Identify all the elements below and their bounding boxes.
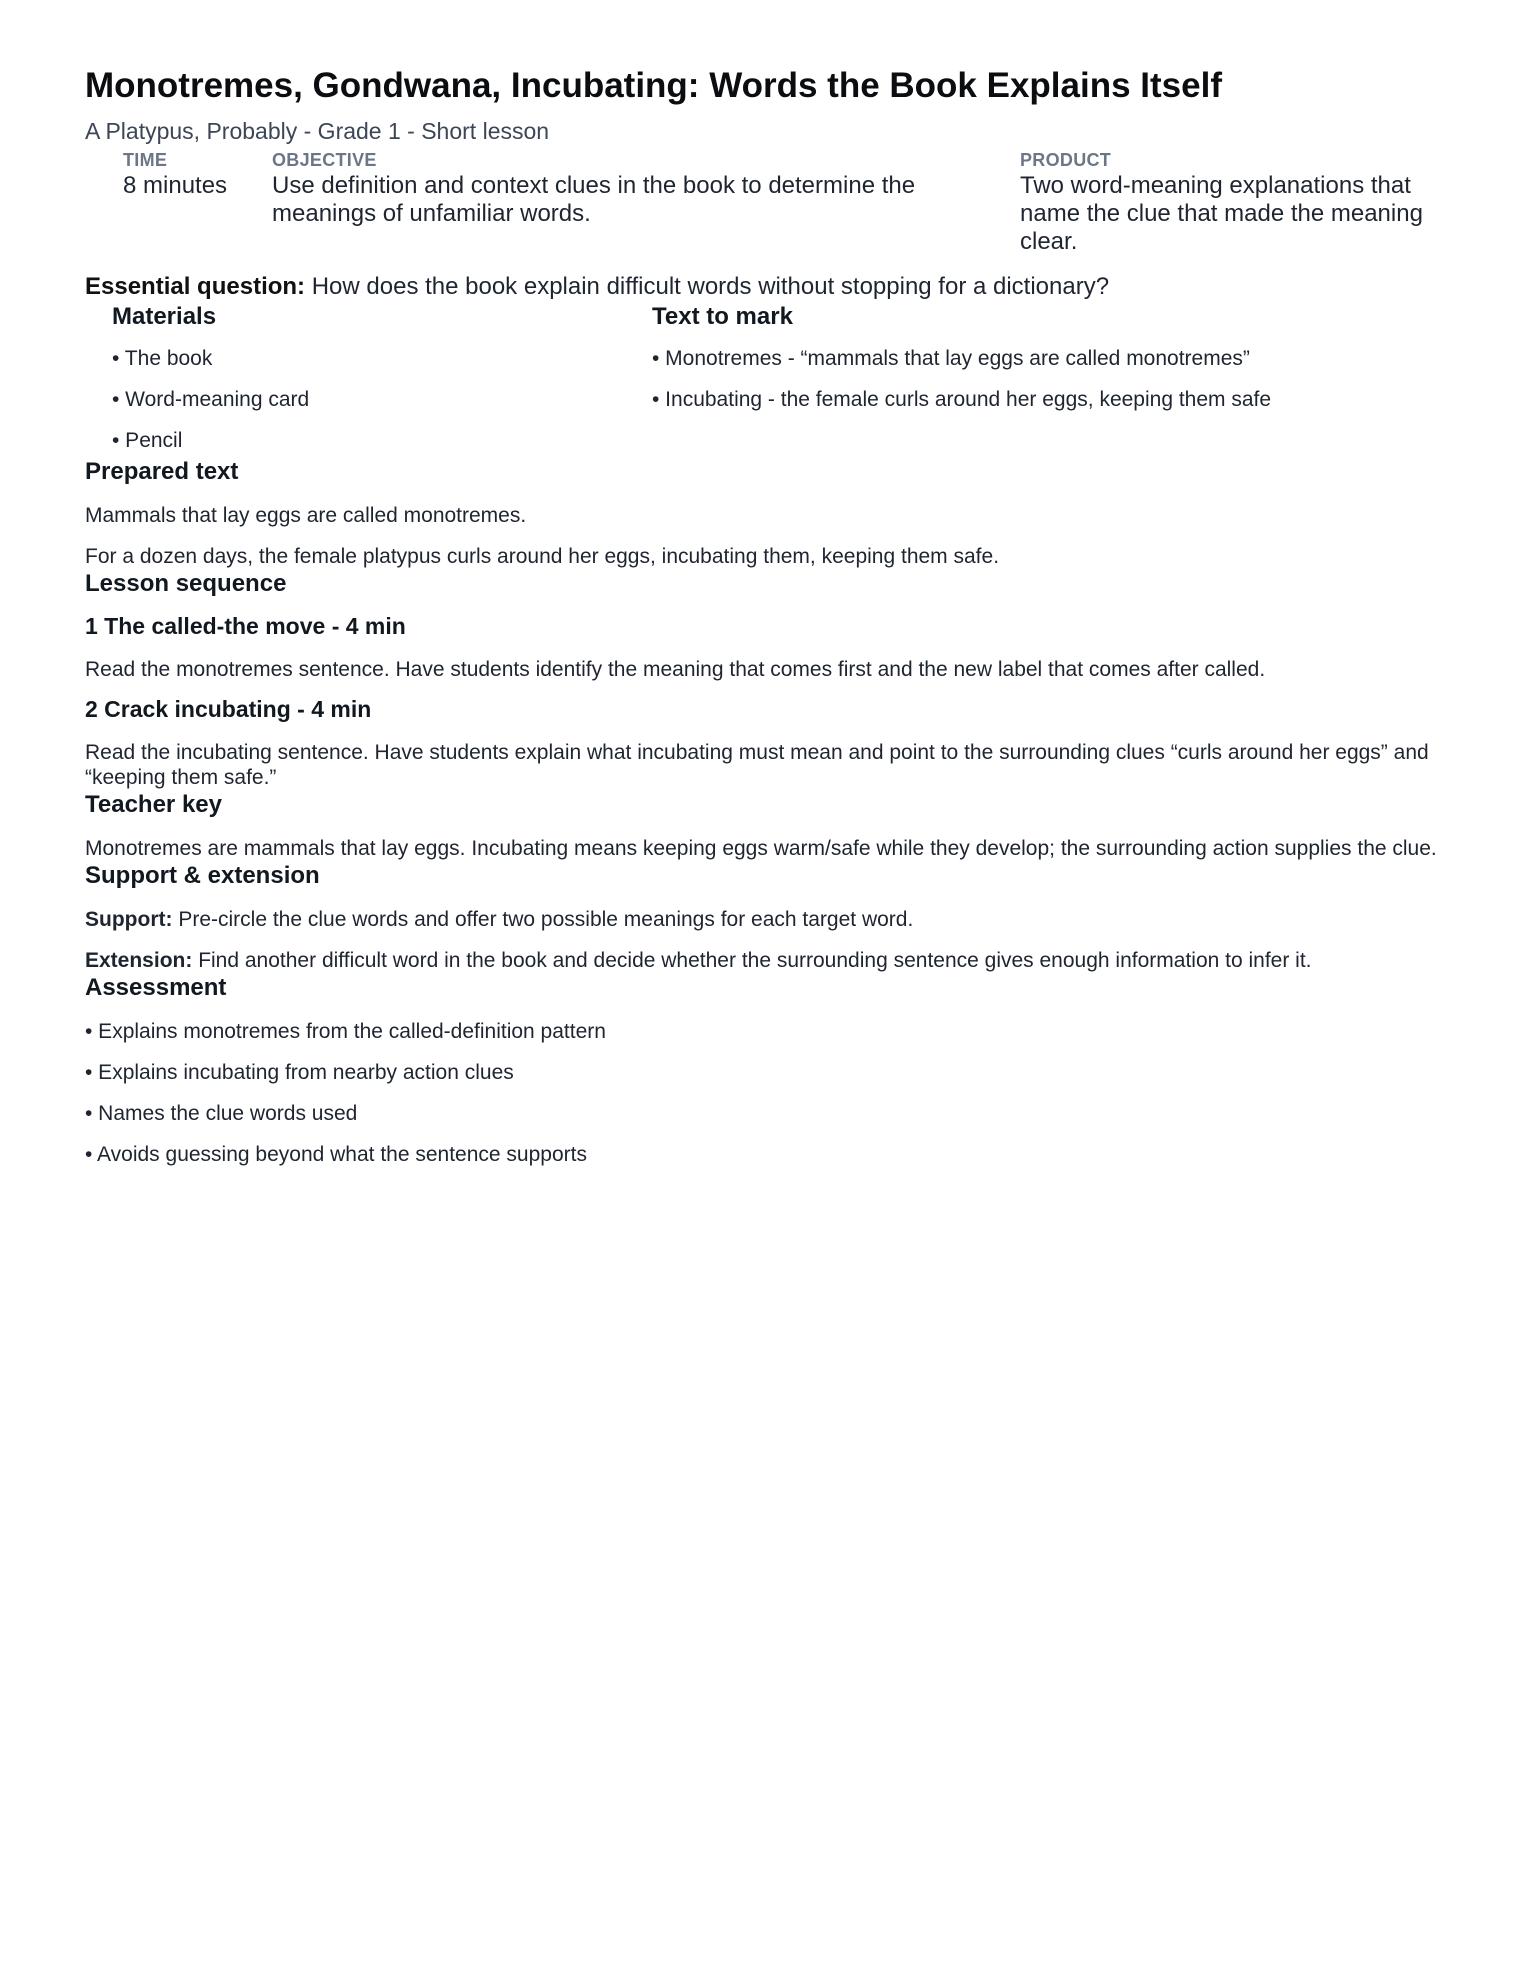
- meta-time: [123, 148, 253, 200]
- objective-value: Use definition and context clues in the book to determine the meanings of unfamiliar words.: [272, 172, 916, 227]
- prepared-text-paragraph: Mammals that lay eggs are called monotremes.: [85, 504, 527, 527]
- extension-paragraph: [85, 948, 1445, 973]
- step-title: 2 Crack incubating - 4 min: [85, 696, 372, 722]
- text-to-mark-section: [652, 302, 1432, 414]
- teacher-key-heading: Teacher key: [85, 791, 222, 818]
- support-label: Support:: [85, 908, 173, 931]
- step-text: Read the monotremes sentence. Have students identify the meaning that comes first and the new label that comes after called.: [85, 658, 1266, 681]
- list-item: • Monotremes - “mammals that lay eggs are called monotremes”: [652, 347, 1250, 370]
- lesson-plan-page: [85, 62, 1445, 1167]
- support-extension-section: [85, 861, 1445, 973]
- extension-text: Find another difficult word in the book and decide whether the surrounding sentence gives enough information to infer it.: [192, 949, 1312, 972]
- lesson-sequence-section: [85, 569, 1445, 790]
- list-item: • Incubating - the female curls around her eggs, keeping them safe: [652, 388, 1272, 411]
- list-item: • Pencil: [112, 429, 183, 452]
- step-text: Read the incubating sentence. Have students explain what incubating must mean and point to the surrounding clues “curls around her eggs” and “keeping them safe.”: [85, 741, 1429, 789]
- lesson-meta: [85, 148, 1445, 268]
- list-item: • Explains incubating from nearby action clues: [85, 1061, 514, 1084]
- prepared-text-heading: Prepared text: [85, 458, 239, 485]
- objective-label: OBJECTIVE: [272, 150, 377, 170]
- prepared-text-paragraph: For a dozen days, the female platypus curls around her eggs, incubating them, keeping them safe.: [85, 545, 1000, 568]
- assessment-section: [85, 973, 1445, 1167]
- essential-question-label: Essential question:: [85, 273, 306, 300]
- time-value: 8 minutes: [123, 172, 228, 199]
- teacher-key-text: Monotremes are mammals that lay eggs. Incubating means keeping eggs warm/safe while they develop; the surrounding action supplies the clue.: [85, 837, 1437, 860]
- essential-question-text: How does the book explain difficult words without stopping for a dictionary?: [305, 273, 1110, 300]
- list-item: • The book: [112, 347, 213, 370]
- text-to-mark-heading: Text to mark: [652, 303, 793, 330]
- step-title: 1 The called-the move - 4 min: [85, 613, 406, 639]
- meta-product: [1020, 148, 1430, 256]
- assessment-heading: Assessment: [85, 974, 227, 1001]
- time-label: TIME: [123, 150, 168, 170]
- list-item: • Word-meaning card: [112, 388, 310, 411]
- materials-and-text: [85, 302, 1445, 457]
- support-paragraph: [85, 907, 1445, 932]
- product-label: PRODUCT: [1020, 150, 1112, 170]
- product-value: Two word-meaning explanations that name the clue that made the meaning clear.: [1020, 172, 1423, 255]
- list-item: • Explains monotremes from the called-definition pattern: [85, 1020, 606, 1043]
- page-title: Monotremes, Gondwana, Incubating: Words the Book Explains Itself: [85, 66, 1222, 105]
- page-subtitle: A Platypus, Probably - Grade 1 - Short lesson: [85, 118, 550, 144]
- list-item: • Names the clue words used: [85, 1102, 358, 1125]
- essential-question: [85, 272, 1445, 302]
- prepared-text-section: [85, 457, 1445, 569]
- teacher-key-section: [85, 790, 1445, 861]
- meta-objective: [272, 148, 992, 228]
- materials-section: [112, 302, 632, 455]
- support-text: Pre-circle the clue words and offer two possible meanings for each target word.: [172, 908, 914, 931]
- support-extension-heading: Support & extension: [85, 862, 320, 889]
- lesson-sequence-heading: Lesson sequence: [85, 570, 287, 597]
- list-item: • Avoids guessing beyond what the sentence supports: [85, 1143, 587, 1166]
- extension-label: Extension:: [85, 949, 193, 972]
- materials-heading: Materials: [112, 303, 217, 330]
